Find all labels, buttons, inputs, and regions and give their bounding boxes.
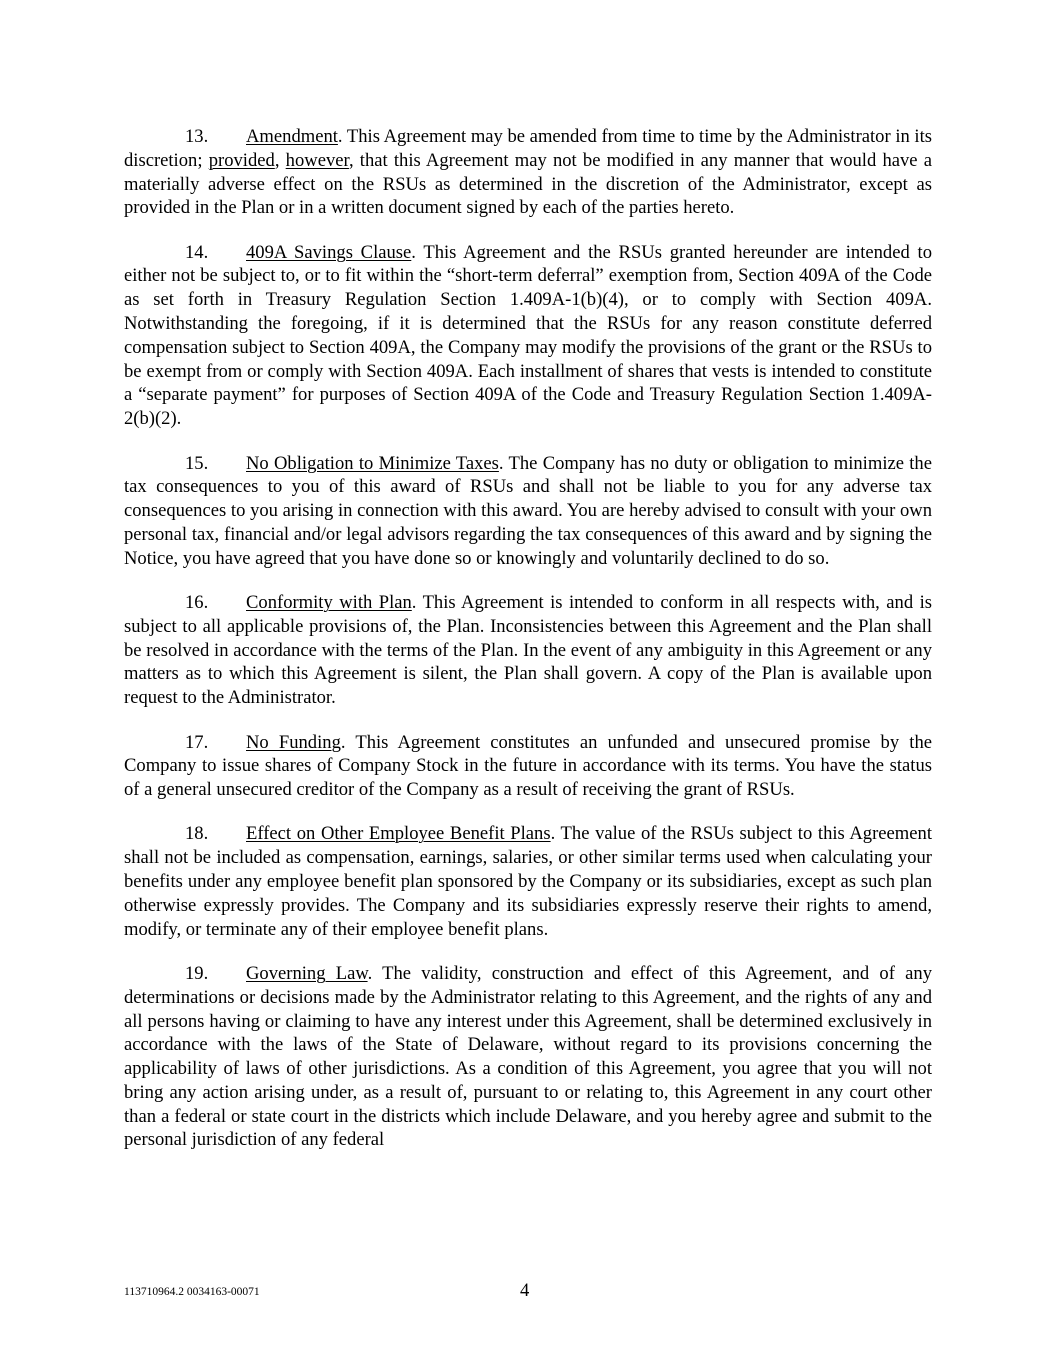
section-16-conformity-with-plan xyxy=(124,591,932,710)
page-number: 4 xyxy=(520,1280,530,1301)
emphasis-however: however xyxy=(285,149,349,171)
section-heading: No Obligation to Minimize Taxes xyxy=(246,452,499,474)
section-heading: 409A Savings Clause xyxy=(246,241,412,263)
section-heading: Effect on Other Employee Benefit Plans xyxy=(246,823,551,845)
section-15-no-obligation-to-minimize-taxes xyxy=(124,452,932,571)
footer-document-id: 113710964.2 0034163-00071 xyxy=(124,1286,260,1298)
section-number: 16. xyxy=(185,592,209,614)
section-number: 17. xyxy=(185,731,209,753)
section-13-amendment xyxy=(124,125,932,220)
section-heading: No Funding xyxy=(246,731,341,753)
emphasis-provided: provided xyxy=(208,149,275,171)
section-18-effect-on-other-benefit-plans xyxy=(124,822,932,941)
section-number: 15. xyxy=(185,452,209,474)
section-number: 19. xyxy=(185,962,209,984)
section-text: . This Agreement is intended to conform in all respects with, and is subject to all applicable provisions of, the Plan. Inconsistencies between this Agreement and the Plan shall be resolved in accordance with the terms of the Plan. In the event of any ambiguity in this Agreement or any matters as to which this Agreement is silent, the Plan shall govern. A copy of the Plan is available upon request to the Administrator. xyxy=(124,592,932,709)
section-heading: Governing Law xyxy=(246,962,368,984)
section-19-governing-law xyxy=(124,962,932,1152)
section-heading: Conformity with Plan xyxy=(246,592,412,614)
section-number: 18. xyxy=(185,823,209,845)
section-text: . The Company has no duty or obligation to minimize the tax consequences to you of this award of RSUs and shall not be liable to you for any adverse tax consequences to you arising in connection with this award. You are hereby advised to consult with your own personal tax, financial and/or legal advisors regarding the tax consequences of this award and by signing the Notice, you have agreed that you have done so or knowingly and voluntarily declined to do so. xyxy=(124,452,932,569)
section-text: , that this Agreement may not be modified in any manner that would have a materially adverse effect on the RSUs as determined in the discretion of the Administrator, except as provided in the Plan or in a written document signed by each of the parties hereto. xyxy=(124,149,933,219)
section-text: . This Agreement may be amended from time to time by the Administrator in its discretion; xyxy=(124,126,932,171)
document-body xyxy=(124,125,932,1173)
section-text: . This Agreement and the RSUs granted hereunder are intended to either not be subject to, or to fit within the “short-term deferral” exemption from, Section 409A of the Code as set forth in Treasury Regulation Section 1.409A-1(b)(4), or to comply with Section 409A. Notwithstanding the foregoing, if it is determined that the RSUs for any reason constitute deferred compensation subject to Section 409A, the Company may modify the provisions of the grant or the RSUs to be exempt from or comply with Section 409A. Each installment of shares that vests is intended to constitute a “separate payment” for purposes of Section 409A of the Code and Treasury Regulation Section 1.409A-2(b)(2). xyxy=(124,241,932,430)
section-text: . The validity, construction and effect of this Agreement, and of any determinations or decisions made by the Administrator relating to this Agreement, and the rights of any and all persons having or claiming to have any interest under this Agreement, shall be determined exclusively in accordance with the laws of the State of Delaware, without regard to its provisions concerning the applicability of laws of other jurisdictions. As a condition of this Agreement, you agree that you will not bring any action arising under, as a result of, pursuant to or relating to, this Agreement in any court other than a federal or state court in the districts which include Delaware, and you hereby agree and submit to the personal jurisdiction of any federal xyxy=(124,962,932,1151)
section-17-no-funding xyxy=(124,731,932,802)
section-14-409a-savings-clause xyxy=(124,241,932,431)
section-heading: Amendment xyxy=(246,126,338,147)
section-number: 14. xyxy=(185,241,209,263)
section-text: , xyxy=(274,149,286,171)
section-number: 13. xyxy=(185,126,209,147)
section-text: . The value of the RSUs subject to this Agreement shall not be included as compensation, earnings, salaries, or other similar terms used when calculating your benefits under any employee benefit plan sponsored by the Company or its subsidiaries, except as such plan otherwise expressly provides. The Company and its subsidiaries expressly reserve their rights to amend, modify, or terminate any of their employee benefit plans. xyxy=(124,823,932,940)
section-text: . This Agreement constitutes an unfunded and unsecured promise by the Company to issue shares of Company Stock in the future in accordance with its terms. You have the status of a general unsecured creditor of the Company as a result of receiving the grant of RSUs. xyxy=(124,731,933,801)
